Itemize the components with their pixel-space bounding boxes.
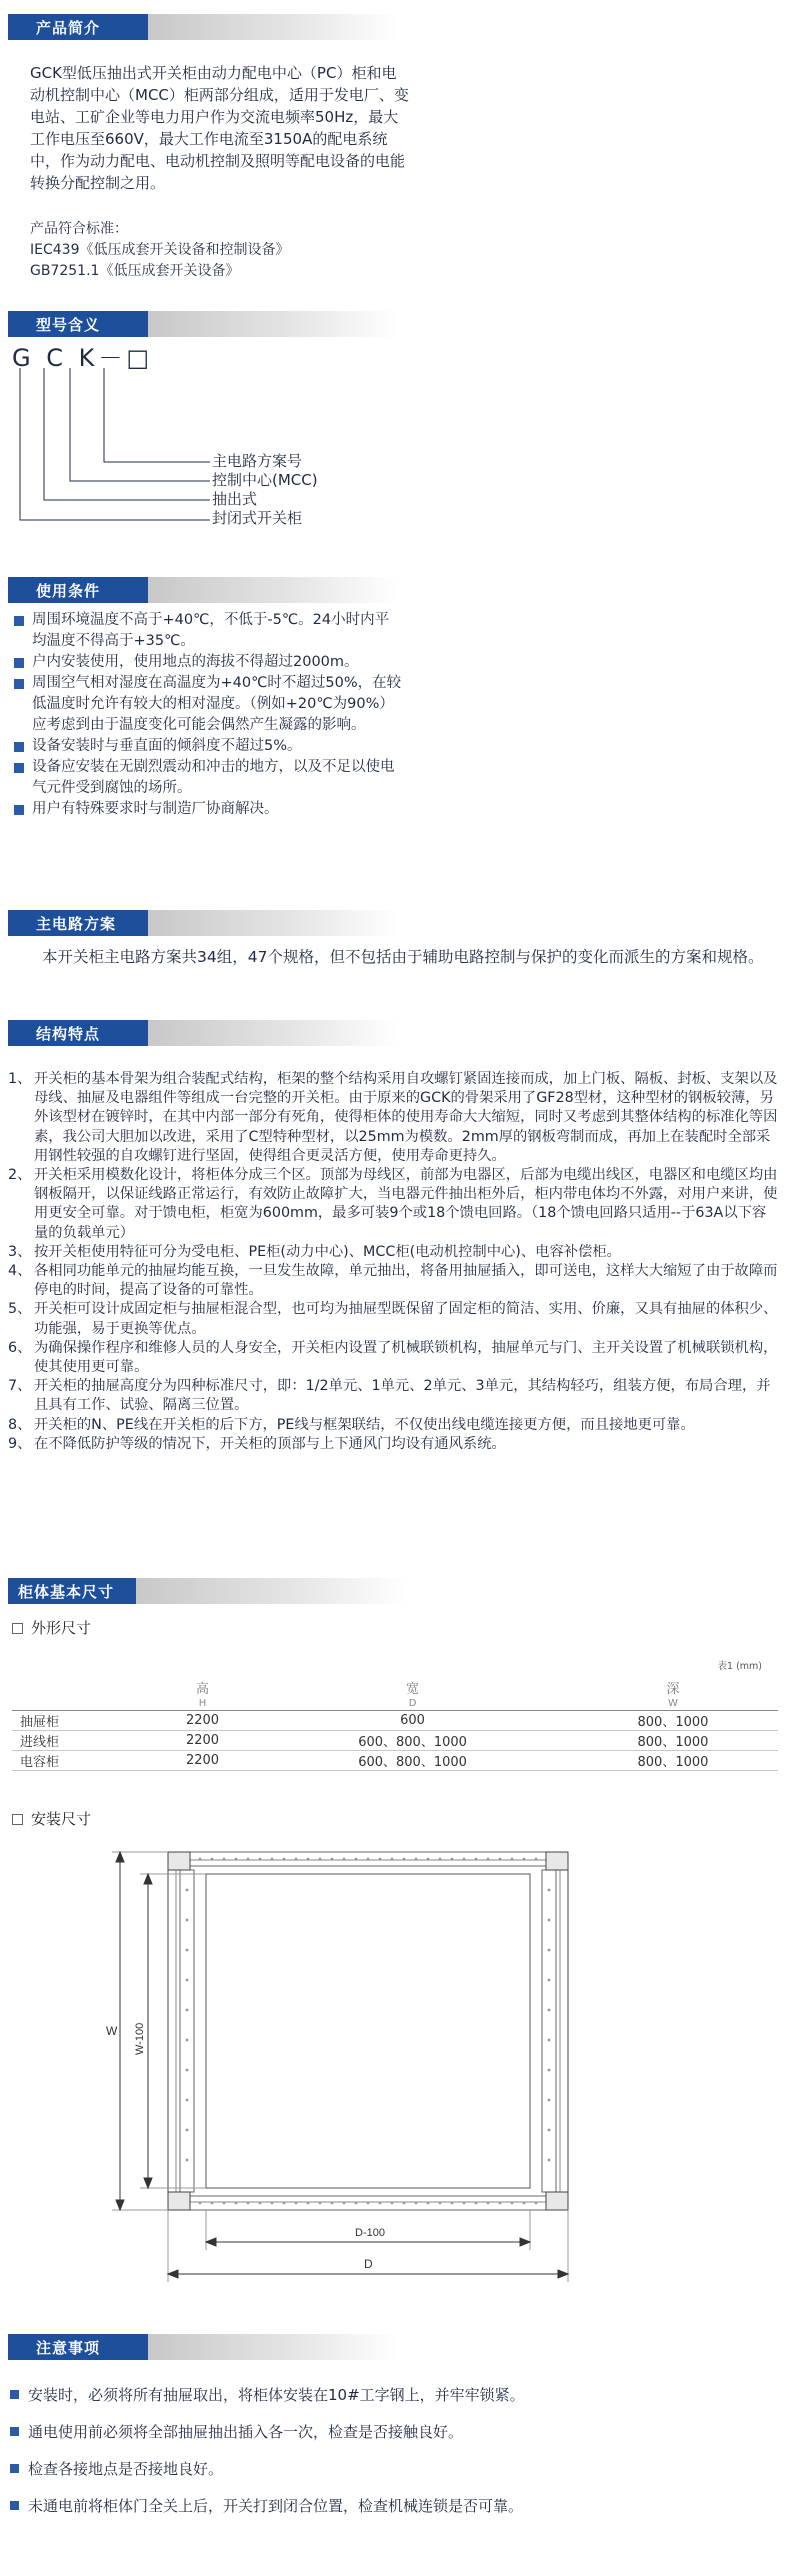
list-item: 6、 为确保操作程序和维修人员的人身安全，开关柜内设置了机械联锁机构，抽屉单元与门、主开关设置了机械联锁机构，使其使用更可靠。 (8, 1339, 778, 1376)
list-item: 户内安装使用，使用地点的海拔不得超过2000m。 (12, 652, 402, 673)
standards-label: 产品符合标准： (30, 221, 128, 237)
scheme-text: 本开关柜主电路方案共34组，47个规格，但不包括由于辅助电路控制与保护的变化而派生的方案和规格。 (42, 948, 764, 966)
label-w: W (106, 2024, 118, 2038)
list-item: 用户有特殊要求时与制造厂协商解决。 (12, 799, 402, 820)
model-code: G C K－□ (12, 344, 154, 372)
section-title: 主电路方案 (36, 915, 117, 933)
table-row: 电容柜 2200 600、800、1000 800、1000 (12, 1751, 778, 1771)
list-item: 未通电前将柜体门全关上后，开关打到闭合位置，检查机械连锁是否可靠。 (10, 2496, 780, 2533)
intro-paragraph: GCK型低压抽出式开关柜由动力配电中心（PC）柜和电动机控制中心（MCC）柜两部分组成，适用于发电厂、变电站、工矿企业等电力用户作为交流电频率50Hz，最大工作电压至660V，最大工作电流至3150A的配电系统中，作为动力配电、电动机控制及照明等配电设备的电能转换分配控制之用。 (30, 64, 409, 192)
outline-subtitle: 外形尺寸 (12, 1617, 91, 1638)
list-item: 9、 在不降低防护等级的情况下，开关柜的顶部与上下通风门均设有通风系统。 (8, 1435, 506, 1452)
list-item: 3、 按开关柜使用特征可分为受电柜、PE柜(动力中心)、MCC柜(电动机控制中心)、电容补偿柜。 (8, 1243, 621, 1260)
standard-item: GB7251.1《低压成套开关设备》 (30, 263, 240, 279)
table-row: 进线柜 2200 600、800、1000 800、1000 (12, 1731, 778, 1751)
section-title: 注意事项 (36, 2339, 101, 2357)
section-title: 型号含义 (36, 316, 101, 334)
table-units: 表1 (mm) (717, 1661, 762, 1672)
list-item: 周围环境温度不高于+40℃，不低于-5℃。24小时内平均温度不得高于+35℃。 (12, 610, 402, 652)
legend-item: 控制中心(MCC) (212, 471, 318, 489)
legend-item: 主电路方案号 (212, 452, 303, 470)
list-item: 4、 各相同功能单元的抽屉均能互换，一旦发生故障，单元抽出，将备用抽屉插入，即可送电，这样大大缩短了由于故障而停电的时间，提高了设备的可靠性。 (8, 1263, 778, 1299)
list-item: 设备应安装在无剧烈震动和冲击的地方，以及不足以使电气元件受到腐蚀的场所。 (12, 757, 402, 799)
label-w-100: W-100 (134, 2022, 146, 2055)
list-item: 8、 开关柜的N、PE线在开关柜的后下方，PE线与框架联结，不仅使出线电缆连接更方便，而且接地更可靠。 (8, 1416, 695, 1433)
checkbox-icon (12, 1814, 23, 1825)
table-row: 抽屉柜 2200 600 800、1000 (12, 1711, 778, 1731)
list-item: 安装时，必须将所有抽屉取出，将柜体安装在10#工字钢上，并牢牢锁紧。 (10, 2385, 780, 2422)
list-item: 周围空气相对湿度在高温度为+40℃时不超过50%，在较低温度时允许有较大的相对湿度。（例如+20℃为90%）应考虑到由于温度变化可能会偶然产生凝露的影响。 (12, 673, 402, 736)
conditions-list (12, 610, 402, 820)
label-d: D (364, 2257, 373, 2271)
list-item: 5、 开关柜可设计成固定柜与抽屉柜混合型，也可均为抽屉型既保留了固定柜的简洁、实用、价廉，又具有抽屉的体积少、功能强，易于更换等优点。 (8, 1301, 778, 1337)
standard-item: IEC439《低压成套开关设备和控制设备》 (30, 242, 290, 258)
list-item: 设备安装时与垂直面的倾斜度不超过5%。 (12, 736, 402, 757)
legend-item: 封闭式开关柜 (212, 509, 303, 527)
install-subtitle: 安装尺寸 (12, 1808, 91, 1829)
section-title: 产品简介 (36, 19, 101, 37)
section-title: 柜体基本尺寸 (18, 1583, 115, 1601)
list-item: 1、 开关柜的基本骨架为组合装配式结构，柜架的整个结构采用自攻螺钉紧固连接而成，加上门板、隔板、封板、支架以及母线、抽屉及电器组件等组成一台完整的开关柜。由于原来的GCK的骨架采用了GF28型材，这种型材的钢板较薄，另外该型材在镀锌时，在其中内部一部分有死角，使得柜体的使用寿命大大缩短，同时又考虑到其整体结构的标准化等因素，我公司大胆加以改进，采用了C型特种型材，以25mm为模数。2mm厚的钢板弯制而成，再加上在装配时全部采用钢性较强的自攻螺钉进行坚固，使得组合更灵活方便，使用寿命更持久。 (8, 1071, 778, 1164)
legend-item: 抽出式 (212, 490, 258, 508)
list-item: 7、 开关柜的抽屉高度分为四种标准尺寸，即：1/2单元、1单元、2单元、3单元，其结构轻巧，组装方便，布局合理，并且具有工作、试验、隔离三位置。 (8, 1378, 771, 1414)
model-diagram (0, 360, 420, 540)
table-subheader-row: H D W (12, 1697, 778, 1711)
model-legend (212, 452, 318, 528)
notes-list (10, 2385, 780, 2533)
label-d-100: D-100 (355, 2227, 385, 2239)
list-item: 2、 开关柜采用模数化设计，将柜体分成三个区。顶部为母线区，前部为电器区，后部为电缆出线区，电器区和电缆区均由钢板隔开，以保证线路正常运行，有效防止故障扩大，当电器元件抽出柜外后，柜内带电体均不外露，对用户来讲，使用更安全可靠。对于馈电柜，柜宽为600mm，最多可装9个或18个馈电回路。（18个馈电回路只适用--于63A以下容量的负载单元） (8, 1167, 778, 1241)
section-title: 使用条件 (36, 582, 101, 600)
section-title: 结构特点 (36, 1025, 101, 1043)
dimensions-table (12, 1678, 778, 1771)
list-item: 通电使用前必须将全部抽屉抽出插入各一次，检查是否接触良好。 (10, 2422, 780, 2459)
install-drawing (0, 1830, 790, 2290)
checkbox-icon (12, 1623, 23, 1634)
list-item: 检查各接地点是否接地良好。 (10, 2459, 780, 2496)
table-header-row: 高 宽 深 (196, 1682, 680, 1697)
standards-block (30, 219, 289, 282)
structure-list (8, 1070, 778, 1454)
